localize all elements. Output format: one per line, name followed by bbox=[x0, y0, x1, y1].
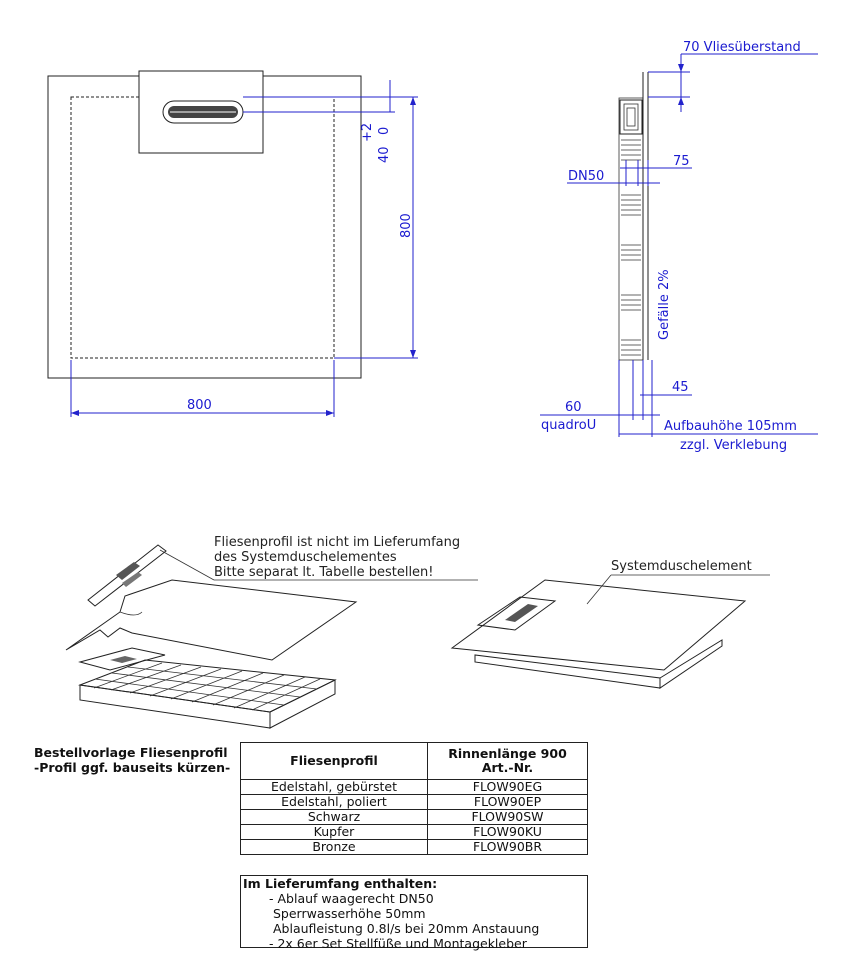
article-cell: FLOW90SW bbox=[428, 810, 588, 825]
side-section-view bbox=[540, 40, 818, 453]
article-cell: FLOW90EG bbox=[428, 780, 588, 795]
dim-75-label: 75 bbox=[673, 154, 690, 169]
profile-cell: Bronze bbox=[241, 840, 428, 855]
profile-note-line3: Bitte separat lt. Tabelle bestellen! bbox=[214, 565, 434, 580]
profile-cell: Edelstahl, poliert bbox=[241, 795, 428, 810]
slope-label: Gefälle 2% bbox=[657, 269, 672, 340]
col-profile-header: Fliesenprofil bbox=[241, 743, 428, 780]
glue-label: zzgl. Verklebung bbox=[680, 438, 788, 453]
profile-cell: Kupfer bbox=[241, 825, 428, 840]
table-row bbox=[241, 825, 588, 840]
quadro-label: quadroU bbox=[541, 418, 597, 433]
table-row bbox=[241, 795, 588, 810]
plan-offset-label: +2 bbox=[360, 122, 375, 142]
profile-order-table bbox=[240, 742, 588, 855]
scope-of-delivery-box bbox=[240, 875, 588, 951]
assembled-isometric-view bbox=[452, 559, 770, 688]
profile-cell: Edelstahl, gebürstet bbox=[241, 780, 428, 795]
plan-width-label: 800 bbox=[187, 398, 212, 413]
table-row bbox=[241, 780, 588, 795]
article-cell: FLOW90KU bbox=[428, 825, 588, 840]
order-title-line2: -Profil ggf. bauseits kürzen- bbox=[34, 760, 231, 775]
scope-item-drain-sub1: Sperrwasserhöhe 50mm bbox=[273, 906, 426, 921]
system-element-label: Systemduschelement bbox=[611, 559, 752, 574]
build-height-label: Aufbauhöhe 105mm bbox=[664, 419, 797, 434]
table-row bbox=[241, 810, 588, 825]
col-article-header bbox=[428, 743, 588, 780]
order-template-title bbox=[34, 745, 230, 775]
dim-45-label: 45 bbox=[672, 380, 689, 395]
scope-item-drain: - Ablauf waagerecht DN50 bbox=[269, 891, 434, 906]
dim-60-label: 60 bbox=[565, 400, 582, 415]
dn50-label: DN50 bbox=[568, 169, 605, 184]
profile-cell: Schwarz bbox=[241, 810, 428, 825]
col-article-header-line1: Rinnenlänge 900 bbox=[448, 746, 567, 761]
fleece-overlap-label: 70 Vliesüberstand bbox=[683, 40, 801, 55]
col-article-header-line2: Art.-Nr. bbox=[481, 760, 534, 775]
plan-offset-zero-label: 0 bbox=[377, 126, 392, 135]
scope-title: Im Lieferumfang enthalten: bbox=[243, 876, 438, 891]
profile-note-line2: des Systemduschelementes bbox=[214, 550, 397, 565]
article-cell: FLOW90EP bbox=[428, 795, 588, 810]
table-header-row bbox=[241, 743, 588, 780]
plan-drain-offset-label: 40 bbox=[377, 146, 392, 163]
top-plan-view bbox=[48, 71, 418, 417]
profile-note-line1: Fliesenprofil ist nicht im Lieferumfang bbox=[214, 535, 461, 550]
scope-item-feet: - 2x 6er Set Stellfüße und Montagekleber bbox=[269, 936, 527, 951]
scope-item-drain-sub2: Ablaufleistung 0.8l/s bei 20mm Anstauung bbox=[273, 921, 540, 936]
assembled-drain-grate-icon bbox=[505, 604, 538, 622]
cover-sheet-icon bbox=[66, 580, 356, 660]
plan-height-label: 800 bbox=[399, 213, 414, 238]
exploded-isometric-view bbox=[66, 535, 478, 728]
article-cell: FLOW90BR bbox=[428, 840, 588, 855]
order-title-line1: Bestellvorlage Fliesenprofil bbox=[34, 745, 228, 760]
table-row bbox=[241, 840, 588, 855]
